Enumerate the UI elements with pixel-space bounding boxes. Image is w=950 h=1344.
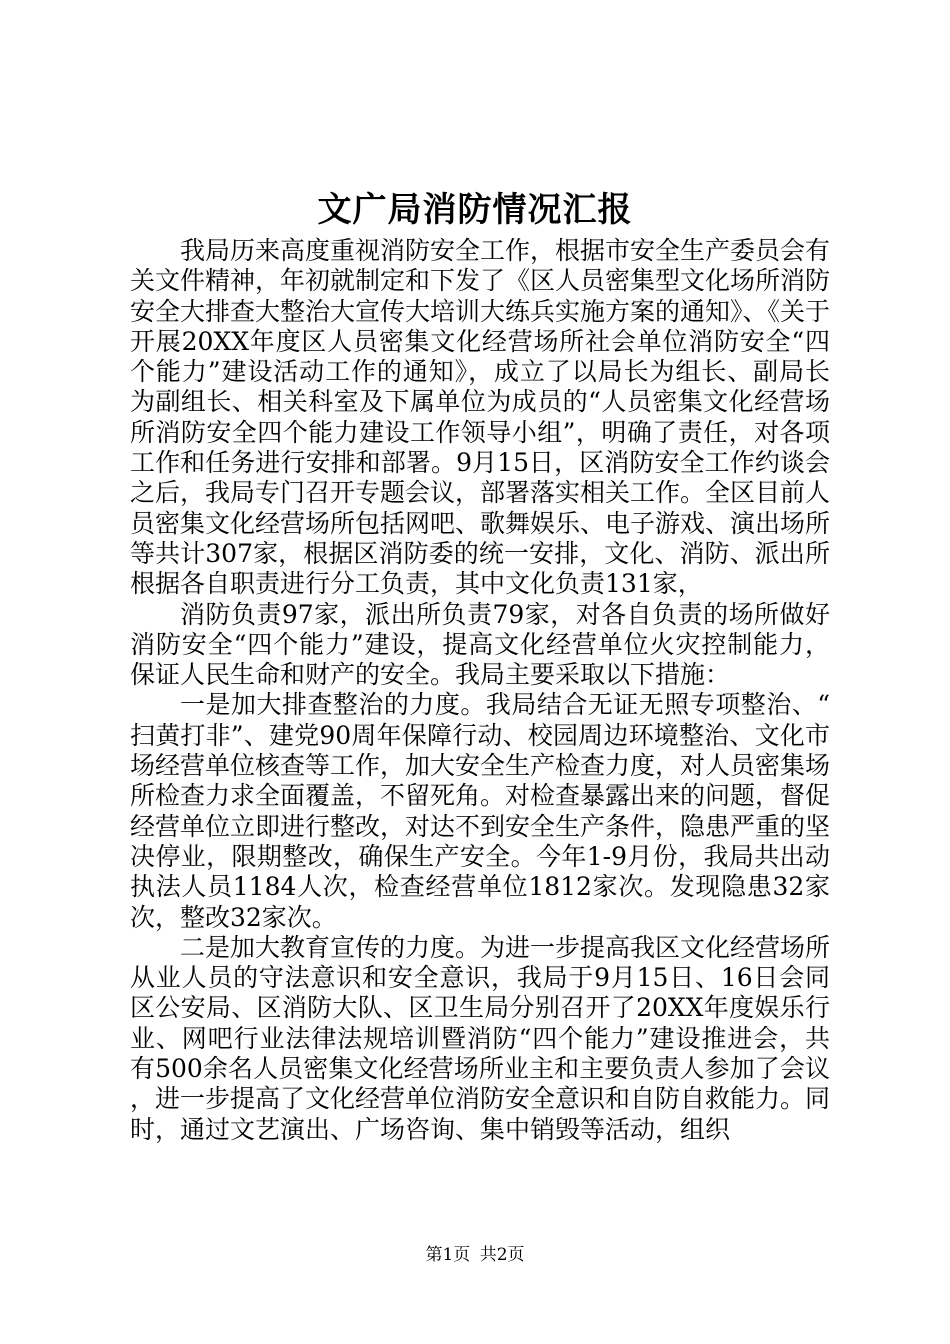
paragraph-4: 二是加大教育宣传的力度。为进一步提高我区文化经营场所从业人员的守法意识和安全意识，我局于9月15日、16日会同区公安局、区消防大队、区卫生局分别召开了20XX年度娱乐行业、网吧行业法律法规培训暨消防“四个能力”建设推进会，共有500余名人员密集文化经营场所业主和主要负责人参加了会议，进一步提高了文化经营单位消防安全意识和自防自救能力。同时，通过文艺演出、广场咨询、集中销毁等活动，组织 <box>130 932 831 1144</box>
document-title: 文广局消防情况汇报 <box>317 190 633 230</box>
page-number: 第1页 <box>425 1245 471 1265</box>
paragraph-3: 一是加大排查整治的力度。我局结合无证无照专项整治、“扫黄打非”、建党90周年保障行动、校园周边环境整治、文化市场经营单位核查等工作，加大安全生产检查力度，对人员密集场所检查力求全面覆盖，不留死角。对检查暴露出来的问题，督促经营单位立即进行整改，对达不到安全生产条件，隐患严重的坚决停业，限期整改，确保生产安全。今年1-9月份，我局共出动执法人员1184人次，检查经营单位1812家次。发现隐患32家次，整改32家次。 <box>130 690 831 932</box>
page-footer <box>0 1240 950 1270</box>
document-body <box>130 236 830 1145</box>
paragraph-2: 消防负责97家，派出所负责79家，对各自负责的场所做好消防安全“四个能力”建设，提高文化经营单位火灾控制能力，保证人民生命和财产的安全。我局主要采取以下措施： <box>130 599 830 690</box>
paragraph-1: 我局历来高度重视消防安全工作，根据市安全生产委员会有关文件精神，年初就制定和下发了《区人员密集型文化场所消防安全大排查大整治大宣传大培训大练兵实施方案的通知》、《关于开展20XX年度区人员密集文化经营场所社会单位消防安全“四个能力”建设活动工作的通知》，成立了以局长为组长、副局长为副组长、相关科室及下属单位为成员的“人员密集文化经营场所消防安全四个能力建设工作领导小组”，明确了责任，对各项工作和任务进行安排和部署。9月15日，区消防安全工作约谈会之后，我局专门召开专题会议，部署落实相关工作。全区目前人员密集文化经营场所包括网吧、歌舞娱乐、电子游戏、演出场所等共计307家，根据区消防委的统一安排，文化、消防、派出所根据各自职责进行分工负责，其中文化负责131家， <box>130 236 831 599</box>
page-total: 共2页 <box>479 1245 525 1265</box>
